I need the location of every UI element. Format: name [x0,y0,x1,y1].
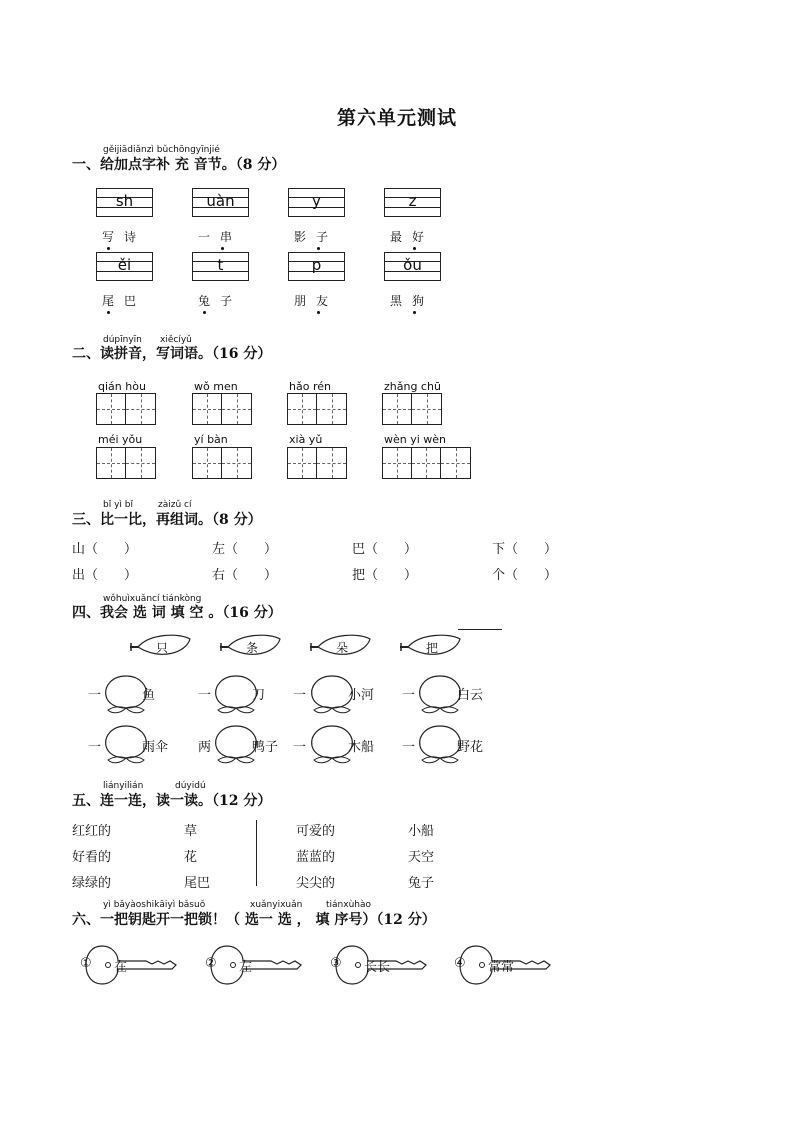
s2-heading: 二、读拼音，写词语。（16 分） [72,346,272,362]
grid-initial-syllable: ěi [117,256,132,274]
grid-cell[interactable] [317,448,346,478]
noun-label: 小河 [348,688,375,703]
emphasis-dot [221,247,224,250]
key-number: ① [80,956,92,971]
s4-heading-pinyin: wǒhuìxuǎncí tiánkòng [103,594,202,604]
match-word[interactable]: 尖尖的 [296,876,336,891]
noun-label: 白云 [457,688,484,703]
s2-heading-pinyin-b: xiěcíyǔ [160,335,192,345]
word-pinyin: xià yǔ [289,433,323,446]
pinyin-four-line-grid[interactable] [384,188,441,216]
pinyin-four-line-grid[interactable] [96,188,153,216]
s6-heading-pinyin-b: xuǎnyixuǎn [250,900,303,910]
dotted-word: 影子 [294,230,339,244]
noun-label: 野花 [457,740,484,755]
grid-cell[interactable] [412,448,441,478]
quantity-prefix: 一 [198,688,212,703]
dotted-word: 黑狗 [390,294,435,308]
s3-heading-pinyin-a: bǐ yì bǐ [103,500,133,510]
s2-heading-pinyin-a: dúpīnyīn [103,335,142,345]
dotted-word: 最好 [390,230,435,244]
writing-grid[interactable] [287,447,347,479]
dotted-word: 写诗 [102,230,147,244]
grid-cell[interactable] [126,394,155,424]
emphasis-dot [317,311,320,314]
writing-grid[interactable] [192,447,252,479]
s3-heading-pinyin-b: zàizǔ cí [158,500,192,510]
match-word[interactable]: 可爱的 [296,824,336,839]
key-number: ④ [454,956,466,971]
grid-initial-syllable: y [312,192,321,210]
word-blank[interactable]: 下（ ） [492,542,558,557]
s5-heading: 五、连一连，读一读。（12 分） [72,793,272,809]
match-word[interactable]: 绿绿的 [72,876,112,891]
s3-heading: 三、比一比，再组词。（8 分） [72,512,262,528]
key-number: ③ [330,956,342,971]
dotted-word: 一串 [198,230,243,244]
grid-initial-syllable: t [217,256,224,274]
key-word: 长长 [364,960,391,975]
pinyin-four-line-grid[interactable] [288,188,345,216]
key-number: ② [205,956,217,971]
word-blank[interactable]: 右（ ） [212,568,278,583]
word-pinyin: yí bàn [194,433,228,446]
s6-heading-pinyin-c: tiánxùhào [326,900,372,910]
dotted-word: 朋友 [294,294,339,308]
pinyin-four-line-grid[interactable] [384,252,441,280]
writing-grid[interactable] [192,393,252,425]
measure-word-option: 条 [245,641,258,655]
grid-cell[interactable] [412,394,441,424]
word-pinyin: zhǎng chū [384,380,441,393]
page-title: 第六单元测试 [336,107,457,129]
emphasis-dot [107,247,110,250]
emphasis-dot [203,311,206,314]
word-pinyin: wèn yi wèn [384,433,447,446]
emphasis-dot [413,311,416,314]
s5-heading-pinyin-a: liányilián [103,781,144,791]
quantity-prefix: 一 [293,740,307,755]
grid-cell[interactable] [383,394,412,424]
grid-initial-syllable: p [311,256,322,274]
quantity-prefix: 一 [293,688,307,703]
dotted-word: 尾巴 [102,294,147,308]
grid-initial-syllable: sh [115,192,134,210]
measure-word-option: 朵 [335,641,348,655]
grid-cell[interactable] [222,448,251,478]
match-divider [256,820,257,886]
grid-cell[interactable] [97,394,126,424]
measure-word-option: 把 [425,641,438,655]
quantity-prefix: 一 [88,688,102,703]
noun-label: 木船 [348,740,375,755]
word-blank[interactable]: 出（ ） [72,568,138,583]
grid-cell[interactable] [97,448,126,478]
match-word[interactable]: 天空 [408,850,435,865]
word-pinyin: wǒ men [194,380,238,393]
grid-cell[interactable] [288,448,317,478]
quantity-prefix: 一 [402,740,416,755]
noun-label: 雨伞 [142,740,169,755]
writing-grid[interactable] [382,393,442,425]
grid-initial-syllable: ǒu [403,256,422,274]
grid-cell[interactable] [288,394,317,424]
grid-initial-syllable: uàn [206,192,235,210]
word-blank[interactable]: 山（ ） [72,542,138,557]
s1-heading: 一、给加点字补 充 音节。（8 分） [72,157,286,173]
dotted-word: 兔子 [198,294,243,308]
emphasis-dot [317,247,320,250]
match-word[interactable]: 尾巴 [184,876,211,891]
s6-heading-pinyin-a: yì bǎyàoshikāiyì bǎsuǒ [103,900,206,910]
key-icon[interactable] [82,940,182,990]
word-blank[interactable]: 把（ ） [352,568,418,583]
s4-heading: 四、我会 选 词 填 空 。（16 分） [72,605,282,621]
quantity-prefix: 两 [198,740,212,755]
s6-heading: 六、一把钥匙开一把锁！（ 选一 选 ， 填 序号）（12 分） [72,912,436,928]
match-word[interactable]: 草 [184,824,198,839]
noun-label: 刀 [252,688,266,703]
writing-grid[interactable] [96,447,156,479]
pinyin-four-line-grid[interactable] [192,252,249,280]
s1-heading-pinyin: gěijiādiǎnzì bǔchōngyīnjié [103,145,220,155]
grid-cell[interactable] [441,448,470,478]
quantity-prefix: 一 [402,688,416,703]
emphasis-dot [107,311,110,314]
word-pinyin: hǎo rén [289,380,331,393]
key-word: 在 [114,960,128,975]
grid-cell[interactable] [126,448,155,478]
match-word[interactable]: 好看的 [72,850,112,865]
word-blank[interactable]: 左（ ） [212,542,278,557]
key-icon[interactable] [207,940,307,990]
grid-cell[interactable] [383,448,412,478]
grid-initial-syllable: z [408,192,417,210]
word-pinyin: méi yǒu [98,433,143,446]
noun-label: 鱼 [142,688,156,703]
grid-cell[interactable] [317,394,346,424]
quantity-prefix: 一 [88,740,102,755]
match-word[interactable]: 小船 [408,824,435,839]
key-word: 左 [239,960,253,975]
divider-line [458,629,502,630]
emphasis-dot [413,247,416,250]
grid-cell[interactable] [222,394,251,424]
match-word[interactable]: 蓝蓝的 [296,850,336,865]
pinyin-four-line-grid[interactable] [192,188,249,216]
word-pinyin: qián hòu [98,380,146,393]
s5-heading-pinyin-b: dúyidú [175,781,206,791]
word-blank[interactable]: 巴（ ） [352,542,418,557]
match-word[interactable]: 花 [184,850,198,865]
key-word: 常常 [488,960,515,975]
grid-cell[interactable] [193,448,222,478]
measure-word-option: 只 [155,641,168,655]
match-word[interactable]: 红红的 [72,824,112,839]
noun-label: 鸭子 [252,740,279,755]
writing-grid[interactable] [287,393,347,425]
pinyin-four-line-grid[interactable] [96,252,153,280]
writing-grid[interactable] [382,447,471,479]
match-word[interactable]: 兔子 [408,876,435,891]
grid-cell[interactable] [193,394,222,424]
writing-grid[interactable] [96,393,156,425]
word-blank[interactable]: 个（ ） [492,568,558,583]
pinyin-four-line-grid[interactable] [288,252,345,280]
